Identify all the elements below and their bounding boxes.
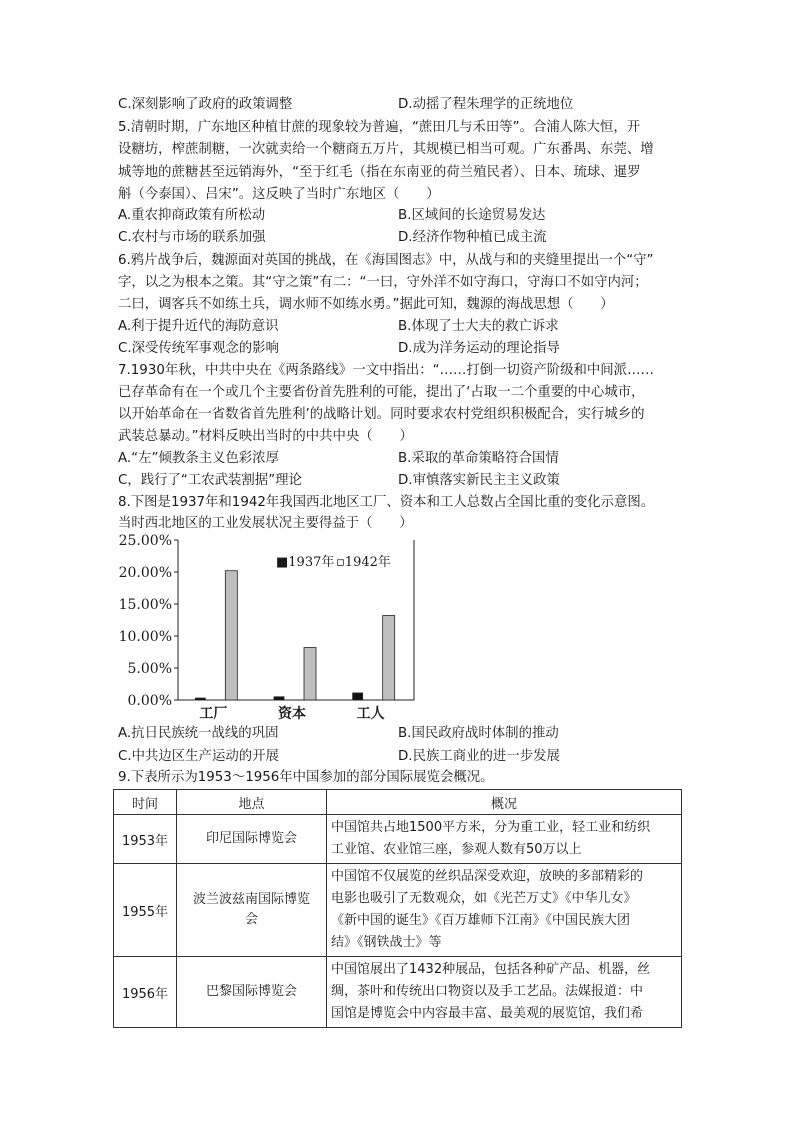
q5-stem-line: 5.清朝时期，广东地区种植甘蔗的现象较为普遍，“蔗田几与禾田等”。合浦人陈大恒，开 (118, 120, 641, 135)
desc-line: 工业馆、农业馆三座，参观人数有50万以上 (331, 842, 582, 857)
place-line: 印尼国际博览会 (205, 831, 297, 846)
legend-item-1942: ▫1942年 (336, 555, 391, 570)
table-header-row (114, 790, 682, 815)
table-row (114, 957, 682, 1028)
q7-option-a: A.“左”倾教条主义色彩浓厚 (118, 451, 279, 466)
y-tick-label: 0.00% (127, 693, 172, 709)
q8-option-c: C.中共边区生产运动的开展 (118, 749, 279, 764)
q8-option-d: D.民族工商业的进一步发展 (398, 749, 560, 764)
q7-option-c: C，践行了“工农武装割据”理论 (118, 473, 302, 488)
row-desc (327, 864, 682, 957)
row-place (177, 815, 327, 864)
q7-stem-line: 已存革命有在一个或几个主要省份首先胜利的可能，提出了‘占取一二个重要的中心城市， (118, 385, 645, 400)
place-line: 波兰波兹南国际博览 (192, 892, 310, 907)
q6-stem-line: 6.鸦片战争后，魏源面对英国的挑战，在《海国图志》中，从战与和的夹缝里提出一个“守” (118, 253, 654, 268)
q8-stem-line: 8.下图是1937年和1942年我国西北地区工厂、资本和工人总数占全国比重的变化示意图。 (118, 495, 655, 510)
q7-stem-line: 武装总暴动。”材料反映出当时的中共中央（ ） (118, 429, 413, 444)
table-row (114, 864, 682, 957)
q6-stem-line: 二曰，调客兵不如练土兵，调水师不如练水勇。”据此可知，魏源的海战思想（ ） (118, 297, 614, 312)
q5-stem-line: 斛（今泰国）、吕宋”。这反映了当时广东地区（ ） (118, 187, 440, 202)
desc-line: 电影也吸引了无数观众，如《光芒万丈》《中华儿女》 (331, 891, 637, 906)
table-row (114, 815, 682, 864)
desc-line: 中国馆不仅展览的丝织品深受欢迎，放映的多部精彩的 (331, 869, 644, 884)
q5-option-a: A.重农抑商政策有所松动 (118, 208, 266, 223)
header-place: 地点 (177, 790, 327, 815)
q6-option-b: B.体现了士大夫的救亡诉求 (398, 319, 559, 334)
q9-stem: 9.下表所示为1953～1956年中国参加的部分国际展览会概况。 (118, 770, 494, 785)
row-place (177, 957, 327, 1028)
chart-legend (276, 554, 391, 570)
bar-1937年 (195, 698, 205, 700)
desc-line: 中国馆共占地1500平方米，分为重工业，轻工业和纺织 (331, 820, 651, 835)
bar-1942年 (225, 571, 237, 700)
y-tick-label: 15.00% (118, 597, 172, 613)
x-category-label: 工厂 (199, 706, 228, 722)
row-place (177, 864, 327, 957)
q6-stem-line: 字，以之为根本之策。其“守之策”有二：“一曰，守外洋不如守海口，守海口不如守内河； (118, 275, 648, 290)
y-tick-label: 20.00% (118, 565, 172, 581)
row-year: 1956年 (114, 957, 177, 1028)
q5-option-c: C.农村与市场的联系加强 (118, 230, 266, 245)
q4-option-d: D.动摇了程朱理学的正统地位 (398, 97, 574, 112)
row-year: 1953年 (114, 815, 177, 864)
q5-stem-line: 城等地的蔗糖甚至远销海外，“至于红毛（指在东南亚的荷兰殖民者）、日本、琉球、暹罗 (118, 165, 641, 180)
q7-stem-line: 7.1930年秋，中共中央在《两条路线》一文中指出：“……打倒一切资产阶级和中间派…… (118, 363, 654, 378)
bar-1937年 (274, 697, 284, 700)
q5-stem-line: 设糖坊，榨蔗制糖，一次就卖给一个糖商五万片，其规模已相当可观。广东番禺、东莞、增 (118, 142, 654, 157)
q5-option-b: B.区域间的长途贸易发达 (398, 208, 546, 223)
header-overview: 概况 (327, 790, 682, 815)
q7-stem-line: 以开始革命在一省数省首先胜利’的战略计划。同时要求农村党组织积极配合，实行城乡的 (118, 407, 645, 422)
q6-option-c: C.深受传统军事观念的影响 (118, 341, 279, 356)
y-tick-label: 25.00% (118, 533, 172, 549)
expo-table (113, 789, 682, 1028)
q6-option-a: A.利于提升近代的海防意识 (118, 319, 279, 334)
x-category-label: 资本 (278, 706, 306, 722)
bar-chart (118, 530, 418, 728)
bar-1937年 (353, 693, 363, 700)
q8-option-b: B.国民政府战时体制的推动 (398, 726, 559, 741)
bar-1942年 (304, 648, 316, 700)
desc-line: 绸，茶叶和传统出口物资以及手工艺品。法媒报道：中 (331, 984, 644, 999)
desc-line: 中国馆展出了1432种展品，包括各种矿产品、机器，丝 (331, 962, 651, 977)
place-line: 会 (244, 912, 258, 927)
q4-option-c: C.深刻影响了政府的政策调整 (118, 97, 293, 112)
q7-option-b: B.采取的革命策略符合国情 (398, 451, 559, 466)
q8-stem-line: 当时西北地区的工业发展状况主要得益于（ ） (118, 516, 413, 531)
q6-option-d: D.成为洋务运动的理论指导 (398, 341, 560, 356)
q7-option-d: D.审慎落实新民主主义政策 (398, 473, 560, 488)
y-tick-label: 5.00% (127, 661, 172, 677)
y-tick-label: 10.00% (118, 629, 172, 645)
desc-line: 《新中国的诞生》《百万雄师下江南》《中国民族大团 (331, 913, 631, 928)
x-category-label: 工人 (356, 706, 385, 722)
q8-option-a: A.抗日民族统一战线的巩固 (118, 726, 279, 741)
desc-line: 国馆是博览会中内容最丰富、最美观的展览馆，我们希 (331, 1006, 644, 1021)
desc-line: 结》《钢铁战士》等 (331, 935, 442, 950)
bar-1942年 (383, 616, 395, 700)
row-desc (327, 815, 682, 864)
place-line: 巴黎国际博览会 (205, 984, 297, 999)
row-desc (327, 957, 682, 1028)
q5-option-d: D.经济作物种植已成主流 (398, 230, 547, 245)
header-time: 时间 (114, 790, 177, 815)
row-year: 1955年 (114, 864, 177, 957)
legend-item-1937: ■1937年 (276, 555, 335, 570)
